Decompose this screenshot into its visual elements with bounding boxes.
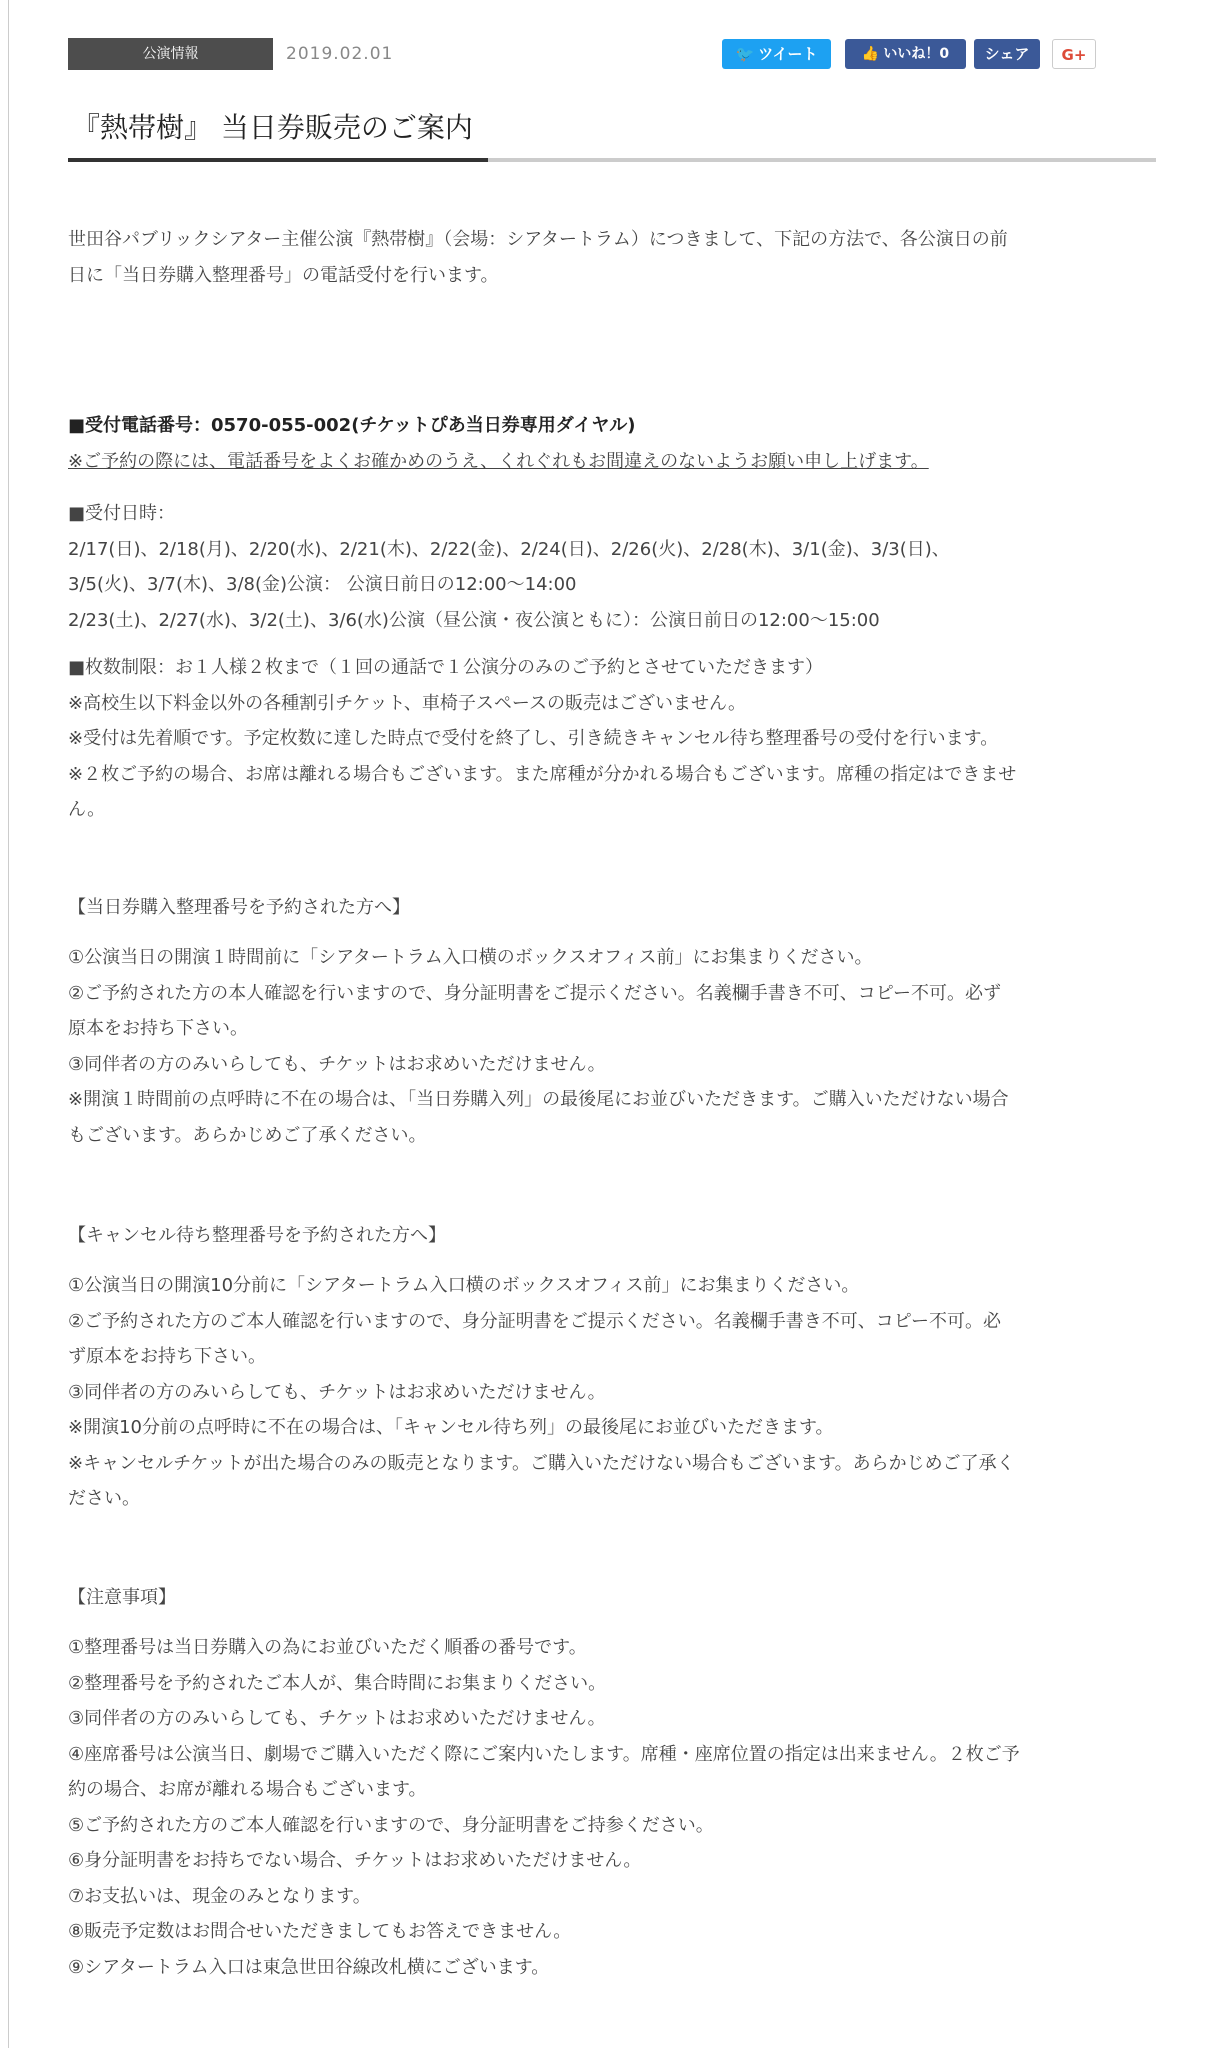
tweet-label: ツイート [758,45,818,63]
list-item: ②整理番号を予約されたご本人が、集合時間にお集まりください。 [68,1672,607,1694]
list-item: ⑤ご予約された方のご本人確認を行いますので、身分証明書をご持参ください。 [68,1814,714,1836]
schedule-line: 2/17(日)、2/18(月)、2/20(水)、2/21(木)、2/22(金)、2/24(日)、2/26(火)、2/28(木)、3/1(金)、3/3(日)、 [68,538,950,560]
list-item: ず原本をお持ち下さい。 [68,1346,266,1367]
twitter-bird-icon: 🐦 [735,45,755,63]
schedule-line: 3/5(火)、3/7(木)、3/8(金)公演： 公演日前日の12:00〜14:00 [68,574,577,595]
limit-line: ※２枚ご予約の場合、お席は離れる場合もございます。また席種が分かれる場合もございます。席種の指定はできませ [68,763,1017,785]
list-item: もございます。あらかじめご了承ください。 [68,1124,427,1146]
list-item: ①公演当日の開演１時間前に「シアタートラム入口横のボックスオフィス前」にお集まりください。 [68,947,873,968]
list-item: ②ご予約された方のご本人確認を行いますので、身分証明書をご提示ください。名義欄手書き不可、コピー不可。必 [68,1310,1002,1332]
list-item: ※開演１時間前の点呼時に不在の場合は、「当日券購入列」の最後尾にお並びいただきます。ご購入いただけない場合 [68,1089,1009,1110]
notes-list [68,1630,1156,1985]
list-item: ③同伴者の方のみいらしても、チケットはお求めいただけません。 [68,1381,606,1403]
list-item: ※開演10分前の点呼時に不在の場合は、「キャンセル待ち列」の最後尾にお並びいただきます。 [68,1417,834,1438]
phone-note: ※ご予約の際には、電話番号をよくお確かめのうえ、くれぐれもお間違えのないようお願い申し上げます。 [68,450,929,472]
limit-line: ■枚数制限：お１人様２枚まで（１回の通話で１公演分のみのご予約とさせていただきます） [68,657,824,678]
list-item: ⑨シアタートラム入口は東急世田谷線改札横にございます。 [68,1956,550,1978]
page-title: 『熱帯樹』 当日券販売のご案内 [72,111,473,144]
list-item: ⑦お支払いは、現金のみとなります。 [68,1885,371,1907]
category-badge[interactable]: 公演情報 [68,38,273,70]
cancel-wait-section [68,1218,1156,1254]
list-item: ①整理番号は当日券購入の為にお並びいただく順番の番号です。 [68,1637,587,1658]
schedule-section [68,496,1156,638]
limit-line: ※高校生以下料金以外の各種割引チケット、車椅子スペースの販売はございません。 [68,692,747,714]
cancel-wait-heading: 【キャンセル待ち整理番号を予約された方へ】 [68,1225,446,1246]
phone-number-line: ■受付電話番号：0570-055-002(チケットぴあ当日券専用ダイヤル) [68,415,636,436]
list-item: ①公演当日の開演10分前に「シアタートラム入口横のボックスオフィス前」にお集まりください。 [68,1275,860,1296]
same-day-section [68,890,1156,926]
list-item: ③同伴者の方のみいらしても、チケットはお求めいただけません。 [68,1708,606,1729]
schedule-heading: ■受付日時： [68,503,176,524]
intro-line: 世田谷パブリックシアター主催公演『熱帯樹』（会場：シアタートラム）につきまして、下記の方法で、各公演日の前 [68,229,1008,250]
same-day-list [68,940,1156,1153]
like-button[interactable] [845,39,966,69]
title-underline [68,158,1156,162]
same-day-heading: 【当日券購入整理番号を予約された方へ】 [68,897,410,918]
list-item: 原本をお持ち下さい。 [68,1018,248,1039]
title-underline-accent [68,158,488,162]
notes-heading: 【注意事項】 [68,1587,176,1608]
cancel-wait-list [68,1268,1156,1517]
limit-line: ※受付は先着順です。予定枚数に達した時点で受付を終了し、引き続きキャンセル待ち整理番号の受付を行います。 [68,728,999,749]
article-meta [68,38,1156,70]
list-item: ⑥身分証明書をお持ちでない場合、チケットはお求めいただけません。 [68,1850,642,1871]
title-block [68,100,1156,162]
page-left-border [8,0,9,2048]
google-plus-button[interactable]: G+ [1052,39,1096,69]
list-item: 約の場合、お席が離れる場合もございます。 [68,1779,427,1800]
notes-section [68,1580,1156,1616]
limits-section [68,650,1156,828]
limit-line: ん。 [68,799,106,820]
intro-paragraph [68,222,1156,293]
post-date: 2019.02.01 [286,44,394,64]
list-item: ③同伴者の方のみいらしても、チケットはお求めいただけません。 [68,1053,606,1075]
list-item: ※キャンセルチケットが出た場合のみの販売となります。ご購入いただけない場合もございます。あらかじめご了承く [68,1452,1015,1474]
like-label: いいね！0 [883,46,950,62]
list-item: ④座席番号は公演当日、劇場でご購入いただく際にご案内いたします。席種・座席位置の指定は出来ません。２枚ご予 [68,1743,1020,1765]
intro-line: 日に「当日券購入整理番号」の電話受付を行います。 [68,264,499,286]
list-item: ださい。 [68,1488,140,1509]
list-item: ②ご予約された方の本人確認を行いますので、身分証明書をご提示ください。名義欄手書き不可、コピー不可。必ず [68,982,1002,1004]
tweet-button[interactable] [722,39,831,69]
schedule-line: 2/23(土)、2/27(水)、3/2(土)、3/6(水)公演（昼公演・夜公演ともに）：公演日前日の12:00〜15:00 [68,609,880,631]
thumbs-up-icon: 👍 [861,46,880,62]
facebook-share-button[interactable]: シェア [974,39,1040,69]
reception-section [68,408,1156,479]
list-item: ⑧販売予定数はお問合せいただきましてもお答えできません。 [68,1921,572,1942]
